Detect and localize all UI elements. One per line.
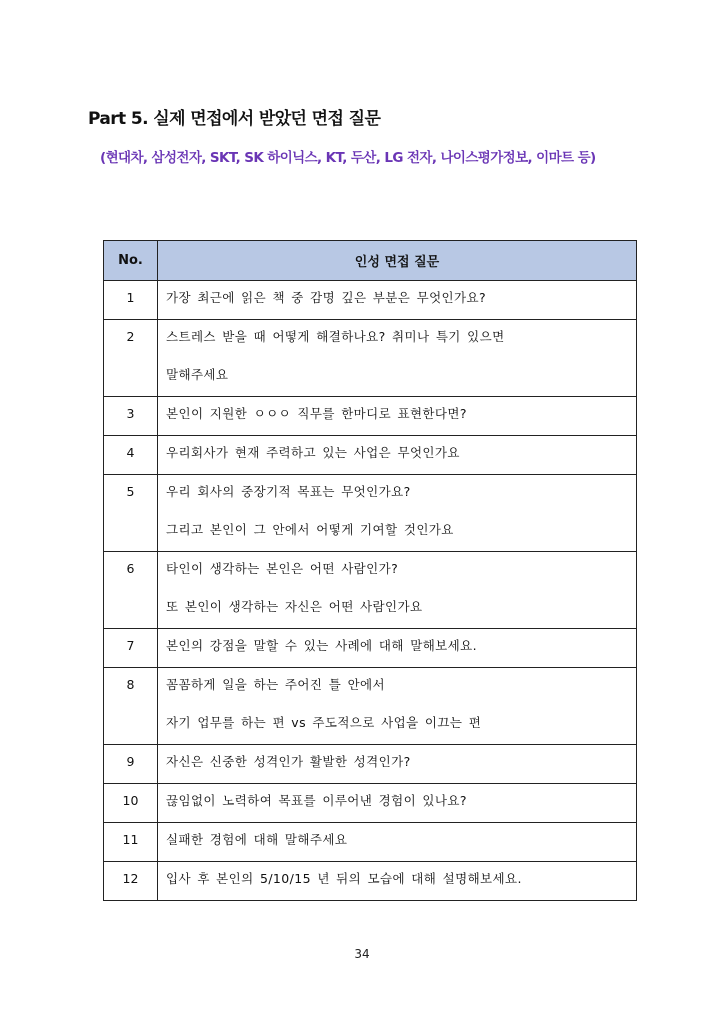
- page-number: 34: [354, 947, 370, 961]
- question-line: 스트레스 받을 때 어떻게 해결하나요? 취미나 특기 있으면: [166, 329, 505, 344]
- page-title: Part 5. 실제 면접에서 받았던 면접 질문: [88, 109, 381, 129]
- table-row: [104, 629, 637, 668]
- question-line: 말해주세요: [166, 367, 229, 382]
- table-row: [104, 745, 637, 784]
- question-number: 4: [104, 436, 158, 475]
- table-row: [104, 862, 637, 901]
- question-text: [158, 745, 637, 784]
- question-number: 9: [104, 745, 158, 784]
- question-line: 끊임없이 노력하여 목표를 이루어낸 경험이 있나요?: [166, 793, 467, 808]
- question-line: 타인이 생각하는 본인은 어떤 사람인가?: [166, 561, 399, 576]
- table-row: [104, 397, 637, 436]
- question-text: [158, 668, 637, 745]
- table-row: [104, 784, 637, 823]
- interview-questions-table: [103, 240, 637, 901]
- question-number: 12: [104, 862, 158, 901]
- table-row: [104, 823, 637, 862]
- question-text: [158, 320, 637, 397]
- question-number: 3: [104, 397, 158, 436]
- question-line: 또 본인이 생각하는 자신은 어떤 사람인가요: [166, 599, 423, 614]
- question-number: 7: [104, 629, 158, 668]
- header-no: No.: [104, 241, 158, 281]
- question-number: 1: [104, 281, 158, 320]
- question-text: [158, 436, 637, 475]
- table-row: [104, 552, 637, 629]
- question-number: 2: [104, 320, 158, 397]
- question-number: 5: [104, 475, 158, 552]
- question-line: 본인의 강점을 말할 수 있는 사례에 대해 말해보세요.: [166, 638, 477, 653]
- question-line: 본인이 지원한 ㅇㅇㅇ 직무를 한마디로 표현한다면?: [166, 406, 467, 421]
- table-header-row: [104, 241, 637, 281]
- question-text: [158, 823, 637, 862]
- company-list-subtitle: (현대차, 삼성전자, SKT, SK 하이닉스, KT, 두산, LG 전자, 나이스평가정보, 이마트 등): [100, 150, 596, 166]
- question-text: [158, 784, 637, 823]
- question-line: 그리고 본인이 그 안에서 어떻게 기여할 것인가요: [166, 522, 454, 537]
- question-line: 자기 업무를 하는 편 vs 주도적으로 사업을 이끄는 편: [166, 715, 482, 730]
- question-line: 자신은 신중한 성격인가 활발한 성격인가?: [166, 754, 411, 769]
- question-text: [158, 629, 637, 668]
- question-number: 8: [104, 668, 158, 745]
- question-number: 10: [104, 784, 158, 823]
- question-text: [158, 475, 637, 552]
- question-line: 실패한 경험에 대해 말해주세요: [166, 832, 348, 847]
- table-row: [104, 436, 637, 475]
- table-row: [104, 475, 637, 552]
- table-body: [104, 281, 637, 901]
- table-row: [104, 668, 637, 745]
- question-text: [158, 281, 637, 320]
- table-row: [104, 281, 637, 320]
- question-line: 우리회사가 현재 주력하고 있는 사업은 무엇인가요: [166, 445, 460, 460]
- question-number: 6: [104, 552, 158, 629]
- question-text: [158, 397, 637, 436]
- question-text: [158, 552, 637, 629]
- header-question: 인성 면접 질문: [158, 241, 637, 281]
- question-line: 우리 회사의 중장기적 목표는 무엇인가요?: [166, 484, 411, 499]
- question-line: 가장 최근에 읽은 책 중 감명 깊은 부분은 무엇인가요?: [166, 290, 486, 305]
- question-text: [158, 862, 637, 901]
- table-row: [104, 320, 637, 397]
- question-line: 입사 후 본인의 5/10/15 년 뒤의 모습에 대해 설명해보세요.: [166, 871, 522, 886]
- question-number: 11: [104, 823, 158, 862]
- question-line: 꼼꼼하게 일을 하는 주어진 틀 안에서: [166, 677, 385, 692]
